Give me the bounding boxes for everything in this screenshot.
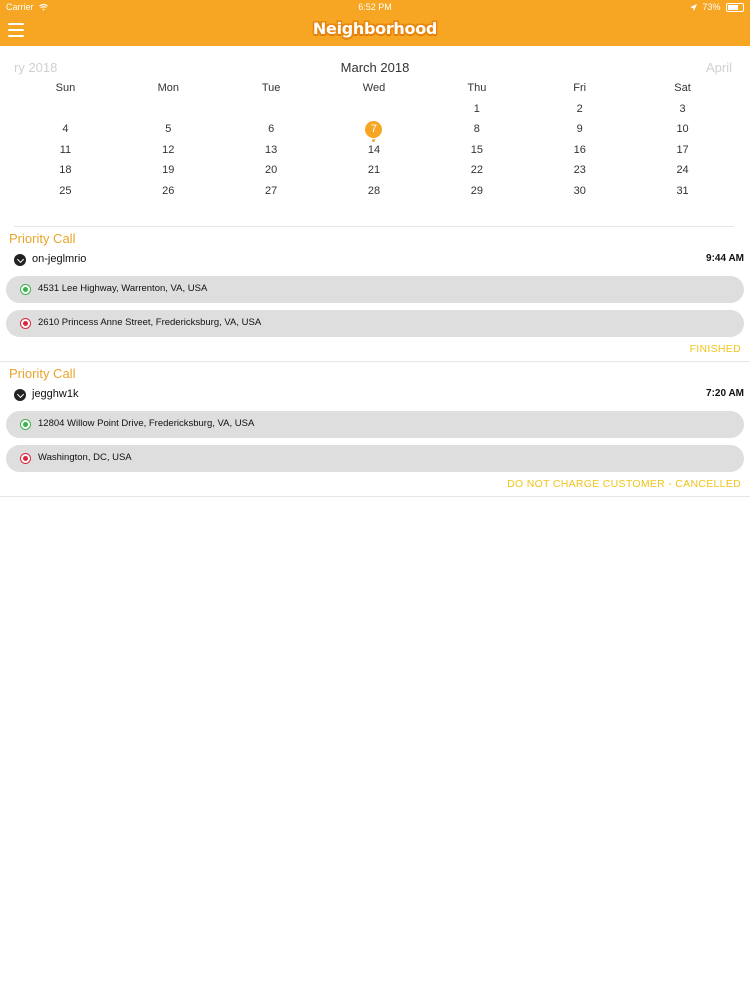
calendar-day[interactable] — [220, 143, 323, 157]
calendar-divider — [14, 226, 734, 227]
weekday-row — [14, 79, 734, 100]
calendar-day-number: 2 — [576, 102, 583, 115]
calendar-day[interactable] — [425, 122, 528, 136]
weekday-label: Mon — [157, 82, 179, 94]
next-month-label[interactable]: April — [705, 60, 732, 75]
nav-bar — [0, 14, 750, 46]
calendar-day-number: 28 — [367, 184, 381, 197]
calendar-day[interactable] — [631, 143, 734, 157]
calendar-day[interactable] — [220, 122, 323, 136]
calendar-header — [0, 58, 750, 78]
calendar-day[interactable] — [220, 163, 323, 177]
pickup-pin-icon — [20, 284, 31, 295]
ride-status: DO NOT CHARGE CUSTOMER - CANCELLED — [507, 478, 741, 490]
calendar-day-number: 5 — [165, 123, 172, 135]
calendar-day[interactable] — [117, 122, 220, 136]
calendar-day[interactable] — [323, 184, 426, 198]
weekday-label: Sun — [55, 82, 76, 94]
previous-month-label[interactable]: ry 2018 — [14, 60, 58, 75]
dropoff-address-pill[interactable] — [6, 310, 744, 337]
status-right — [690, 0, 744, 14]
app-logo: Neighborhood — [312, 19, 438, 38]
calendar-day[interactable] — [14, 143, 117, 157]
calendar-day-number: 11 — [59, 143, 72, 156]
calendar-day[interactable] — [117, 143, 220, 157]
weekday-label: Sat — [674, 82, 691, 94]
ride-time: 9:44 AM — [706, 253, 744, 264]
chevron-down-icon[interactable] — [14, 389, 26, 401]
calendar-day-number: 12 — [162, 143, 175, 156]
calendar-day[interactable] — [323, 143, 426, 157]
carrier-label: Carrier — [6, 0, 48, 14]
ride-time: 7:20 AM — [706, 388, 744, 399]
weekday-label: Tue — [261, 82, 281, 94]
ride-header[interactable] — [14, 253, 744, 269]
calendar-day-number: 14 — [367, 143, 381, 156]
calendar-day[interactable] — [14, 122, 117, 136]
calendar-day-number: 4 — [62, 123, 69, 135]
calendar-day[interactable] — [528, 122, 631, 136]
calendar-day-number: 9 — [576, 123, 583, 135]
ride-title: Priority Call — [9, 366, 76, 381]
chevron-down-icon[interactable] — [14, 254, 26, 266]
status-bar — [0, 0, 750, 14]
calendar-grid — [14, 79, 734, 202]
ride-user: on-jeglmrio — [32, 253, 87, 265]
ride-title: Priority Call — [9, 231, 76, 246]
battery-percent: 73% — [702, 2, 721, 12]
calendar-day[interactable] — [631, 163, 734, 177]
dropoff-address: 2610 Princess Anne Street, Fredericksburg, VA, USA — [38, 317, 262, 328]
calendar-day[interactable] — [14, 184, 117, 198]
calendar-day-number: 18 — [59, 164, 72, 176]
pickup-address-pill[interactable] — [6, 276, 744, 303]
pickup-address-pill[interactable] — [6, 411, 744, 438]
calendar-week-row — [14, 161, 734, 182]
calendar-day-selected[interactable] — [323, 122, 426, 138]
ride-user: jegghw1k — [32, 388, 79, 400]
ride-divider — [0, 496, 750, 497]
weekday-label: Fri — [573, 82, 587, 94]
calendar-day[interactable] — [117, 184, 220, 198]
calendar-day-number: 6 — [268, 123, 275, 135]
calendar-day-number: 13 — [265, 143, 278, 156]
calendar-day[interactable] — [425, 143, 528, 157]
calendar-day[interactable] — [425, 184, 528, 198]
calendar-day[interactable] — [425, 102, 528, 116]
calendar-day[interactable] — [631, 122, 734, 136]
battery-icon — [726, 3, 744, 12]
calendar-day-number: 16 — [573, 143, 586, 156]
pickup-address: 12804 Willow Point Drive, Fredericksburg, VA, USA — [38, 418, 255, 429]
weekday-label: Wed — [362, 82, 386, 94]
calendar-day-number: 19 — [162, 164, 175, 176]
dropoff-address: Washington, DC, USA — [38, 452, 132, 463]
calendar-day-number: 29 — [470, 184, 483, 197]
calendar-day-number: 25 — [59, 184, 72, 197]
calendar-day[interactable] — [117, 163, 220, 177]
calendar-day-number: 21 — [367, 164, 381, 176]
calendar-day-number: 10 — [676, 123, 689, 135]
calendar-day[interactable] — [631, 102, 734, 116]
calendar-day-number: 24 — [676, 164, 689, 176]
calendar-day[interactable] — [528, 163, 631, 177]
calendar-week-row — [14, 120, 734, 141]
status-time: 6:52 PM — [358, 2, 392, 12]
calendar-day-number: 22 — [470, 164, 483, 176]
calendar-day-number: 27 — [265, 184, 278, 197]
calendar-day-number: 7 — [365, 121, 382, 138]
calendar-day-number: 3 — [679, 102, 686, 115]
ride-divider — [0, 361, 750, 362]
calendar-day-number: 15 — [470, 143, 483, 156]
calendar-month-title: March 2018 — [340, 60, 410, 75]
calendar-day-number: 31 — [676, 184, 689, 197]
pickup-pin-icon — [20, 419, 31, 430]
calendar-day-number: 1 — [473, 102, 480, 115]
calendar-day[interactable] — [220, 184, 323, 198]
ride-header[interactable] — [14, 388, 744, 404]
calendar-day-number: 20 — [265, 164, 278, 176]
calendar-day-number: 17 — [676, 143, 689, 156]
calendar-day[interactable] — [528, 102, 631, 116]
calendar-day-number: 23 — [573, 164, 586, 176]
dropoff-pin-icon — [20, 318, 31, 329]
calendar-day-number: 30 — [573, 184, 586, 197]
calendar-day[interactable] — [14, 163, 117, 177]
calendar-week-row — [14, 182, 734, 203]
calendar-day[interactable] — [528, 184, 631, 198]
calendar-day-number: 8 — [473, 123, 480, 135]
weekday-label: Thu — [467, 82, 487, 94]
dropoff-pin-icon — [20, 453, 31, 464]
pickup-address: 4531 Lee Highway, Warrenton, VA, USA — [38, 283, 208, 294]
calendar-week-row — [14, 141, 734, 162]
location-arrow-icon — [690, 4, 697, 11]
calendar-day-number: 26 — [162, 184, 175, 197]
dropoff-address-pill[interactable] — [6, 445, 744, 472]
calendar-day[interactable] — [425, 163, 528, 177]
battery-fill — [728, 5, 738, 10]
calendar-day[interactable] — [528, 143, 631, 157]
calendar-week-row — [14, 100, 734, 121]
calendar-day[interactable] — [631, 184, 734, 198]
calendar-day[interactable] — [323, 163, 426, 177]
ride-status: FINISHED — [689, 343, 741, 355]
